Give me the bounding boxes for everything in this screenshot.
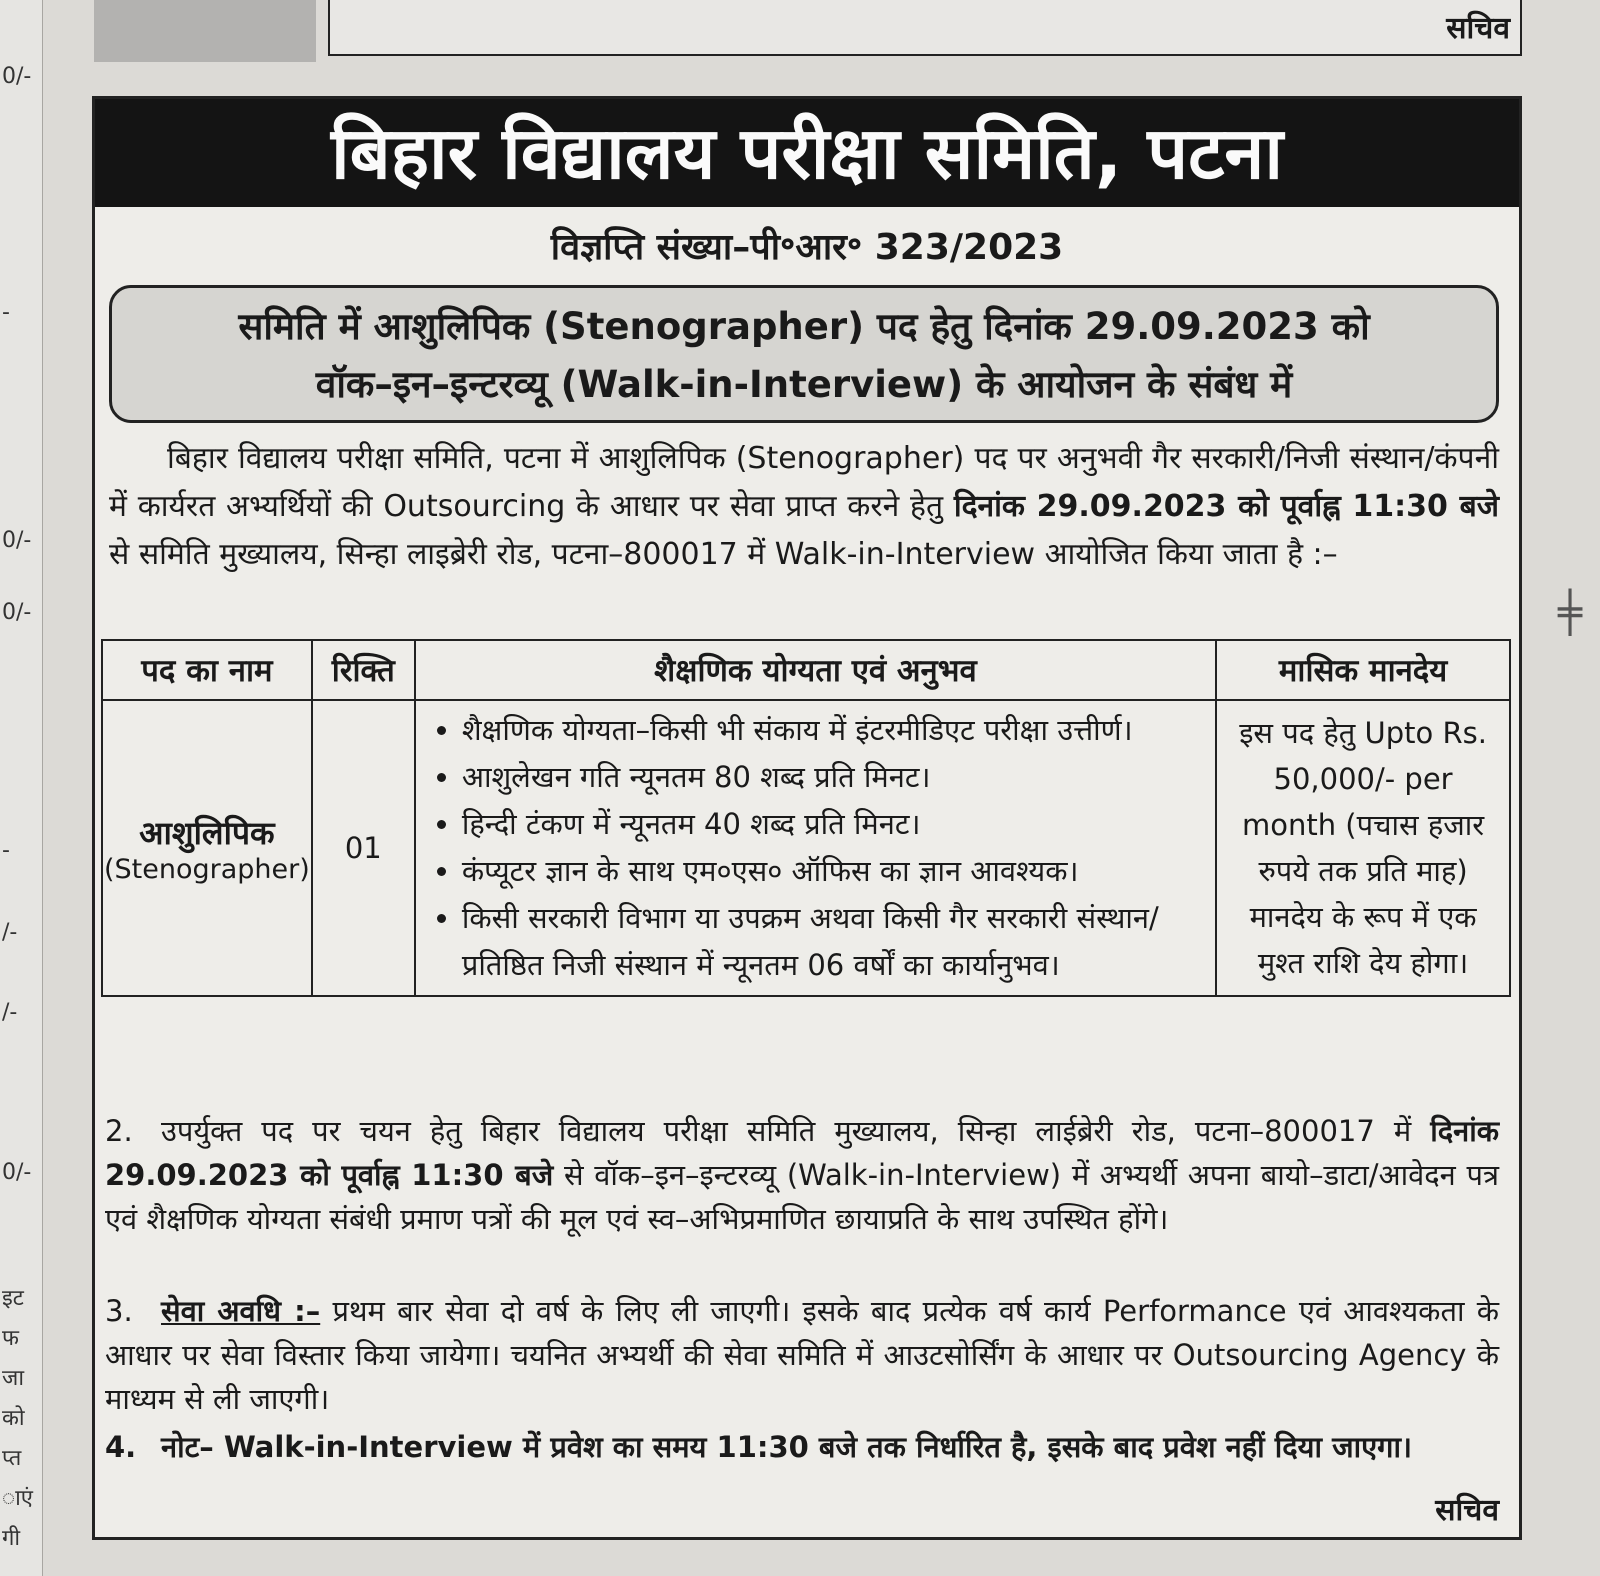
organization-title: बिहार विद्यालय परीक्षा समिति, पटना bbox=[95, 99, 1519, 207]
paragraph-number: 2. bbox=[105, 1114, 133, 1148]
header-vacancy: रिक्ति bbox=[312, 640, 415, 700]
paragraph-number: 4. bbox=[105, 1430, 137, 1464]
margin-fragment: को bbox=[2, 1406, 25, 1431]
intro-text-1: बिहार विद्यालय परीक्षा समिति, पटना में आशुलिपिक (Stenographer) पद पर अनुभवी गैर सरकारी/निजी संस्थान/कंपनी में कार्यरत अभ्यर्थियों की Outsourcing के आधार पर सेवा प्राप्त करने हेतु bbox=[109, 441, 1499, 524]
adjacent-notice-signature: सचिव bbox=[1446, 11, 1510, 46]
post-name-cell bbox=[102, 700, 312, 996]
monthly-pay-cell: इस पद हेतु Upto Rs. 50,000/- per month (पचास हजार रुपये तक प्रति माह) मानदेय के रूप में एक मुश्त राशि देय होगा। bbox=[1216, 700, 1510, 996]
left-page-margin bbox=[0, 0, 43, 1576]
signature: सचिव bbox=[1435, 1493, 1499, 1528]
table-header-row bbox=[102, 640, 1510, 700]
registration-mark: ╪ bbox=[1558, 590, 1583, 636]
paragraph-number: 3. bbox=[105, 1294, 133, 1328]
margin-fragment: जा bbox=[2, 1366, 25, 1391]
margin-fragment: इट bbox=[2, 1286, 24, 1311]
notice-reference-number: विज्ञप्ति संख्या–पी॰आर॰ 323/2023 bbox=[550, 227, 1064, 268]
margin-fragment: /- bbox=[2, 920, 18, 945]
margin-fragment: 0/- bbox=[2, 528, 32, 553]
post-name-english: (Stenographer) bbox=[104, 854, 310, 885]
paragraph-2 bbox=[105, 1109, 1499, 1241]
adjacent-ad-block bbox=[94, 0, 316, 62]
margin-fragment: - bbox=[2, 300, 10, 325]
paragraph-2-date-time: दिनांक 29.09.2023 को पूर्वाह्न 11:30 बजे bbox=[105, 1114, 1499, 1192]
header-post-name: पद का नाम bbox=[102, 640, 312, 700]
table-row bbox=[102, 700, 1510, 996]
intro-paragraph bbox=[109, 435, 1499, 579]
paragraph-3 bbox=[105, 1289, 1499, 1421]
margin-fragment: - bbox=[2, 838, 10, 863]
margin-fragment: प्त bbox=[2, 1446, 22, 1471]
service-period-heading: सेवा अवधि :– bbox=[161, 1294, 321, 1328]
qualification-list bbox=[430, 707, 1203, 989]
paragraph-2-text-2: से वॉक–इन–इन्टरव्यू (Walk-in-Interview) में अभ्यर्थी अपना बायो–डाटा/आवेदन पत्र एवं शैक्षणिक योग्यता संबंधी प्रमाण पत्रों की मूल एवं स्व–अभिप्रमाणित छायाप्रति के साथ उपस्थित होंगे। bbox=[105, 1158, 1499, 1236]
margin-fragment: गी bbox=[2, 1526, 21, 1551]
subject-line-2: वॉक–इन–इन्टरव्यू (Walk-in-Interview) के आयोजन के संबंध में bbox=[315, 363, 1293, 406]
list-item: • किसी सरकारी विभाग या उपक्रम अथवा किसी गैर सरकारी संस्थान/प्रतिष्ठित निजी संस्थान में न्यूनतम 06 वर्षों का कार्यानुभव। bbox=[462, 895, 1203, 989]
vacancy-table bbox=[101, 639, 1511, 997]
post-name-hindi: आशुलिपिक bbox=[139, 814, 275, 852]
margin-fragment: ाएं bbox=[2, 1486, 33, 1511]
list-item: • आशुलेखन गति न्यूनतम 80 शब्द प्रति मिनट। bbox=[462, 754, 1203, 801]
header-qualification: शैक्षणिक योग्यता एवं अनुभव bbox=[415, 640, 1216, 700]
paragraph-4-note bbox=[105, 1425, 1499, 1469]
notice-subject bbox=[109, 285, 1499, 423]
margin-fragment: फ bbox=[2, 1326, 19, 1351]
list-item: • हिन्दी टंकण में न्यूनतम 40 शब्द प्रति मिनट। bbox=[462, 801, 1203, 848]
intro-text-2: से समिति मुख्यालय, सिन्हा लाइब्रेरी रोड, पटना–800017 में Walk-in-Interview आयोजित किया जाता है :– bbox=[109, 537, 1338, 572]
paragraph-2-text-1: उपर्युक्त पद पर चयन हेतु बिहार विद्यालय परीक्षा समिति मुख्यालय, सिन्हा लाईब्रेरी रोड, पटना–800017 में bbox=[161, 1114, 1431, 1148]
list-item: • कंप्यूटर ज्ञान के साथ एम०एस० ऑफिस का ज्ञान आवश्यक। bbox=[462, 848, 1203, 895]
paragraph-3-text: प्रथम बार सेवा दो वर्ष के लिए ली जाएगी। इसके बाद प्रत्येक वर्ष कार्य Performance एवं आवश्यकता के आधार पर सेवा विस्तार किया जायेगा। चयनित अभ्यर्थी की सेवा समिति में आउटसोर्सिंग के आधार पर Outsourcing Agency के माध्यम से ली जाएगी। bbox=[105, 1294, 1500, 1416]
subject-line-1: समिति में आशुलिपिक (Stenographer) पद हेतु दिनांक 29.09.2023 को bbox=[238, 305, 1370, 348]
vacancy-count: 01 bbox=[312, 700, 415, 996]
margin-fragment: 0/- bbox=[2, 1160, 32, 1185]
header-monthly-pay: मासिक मानदेय bbox=[1216, 640, 1510, 700]
margin-fragment: /- bbox=[2, 1000, 18, 1025]
intro-date-time: दिनांक 29.09.2023 को पूर्वाह्न 11:30 बजे bbox=[953, 489, 1499, 524]
notice-box bbox=[92, 96, 1522, 1540]
margin-fragment: 0/- bbox=[2, 600, 32, 625]
qualification-cell bbox=[415, 700, 1216, 996]
paragraph-4-text: नोट– Walk-in-Interview में प्रवेश का समय 11:30 बजे तक निर्धारित है, इसके बाद प्रवेश नहीं दिया जाएगा। bbox=[161, 1430, 1413, 1464]
adjacent-notice bbox=[328, 0, 1522, 56]
margin-fragment: 0/- bbox=[2, 64, 32, 89]
list-item: • शैक्षणिक योग्यता–किसी भी संकाय में इंटरमीडिएट परीक्षा उत्तीर्ण। bbox=[462, 707, 1203, 754]
